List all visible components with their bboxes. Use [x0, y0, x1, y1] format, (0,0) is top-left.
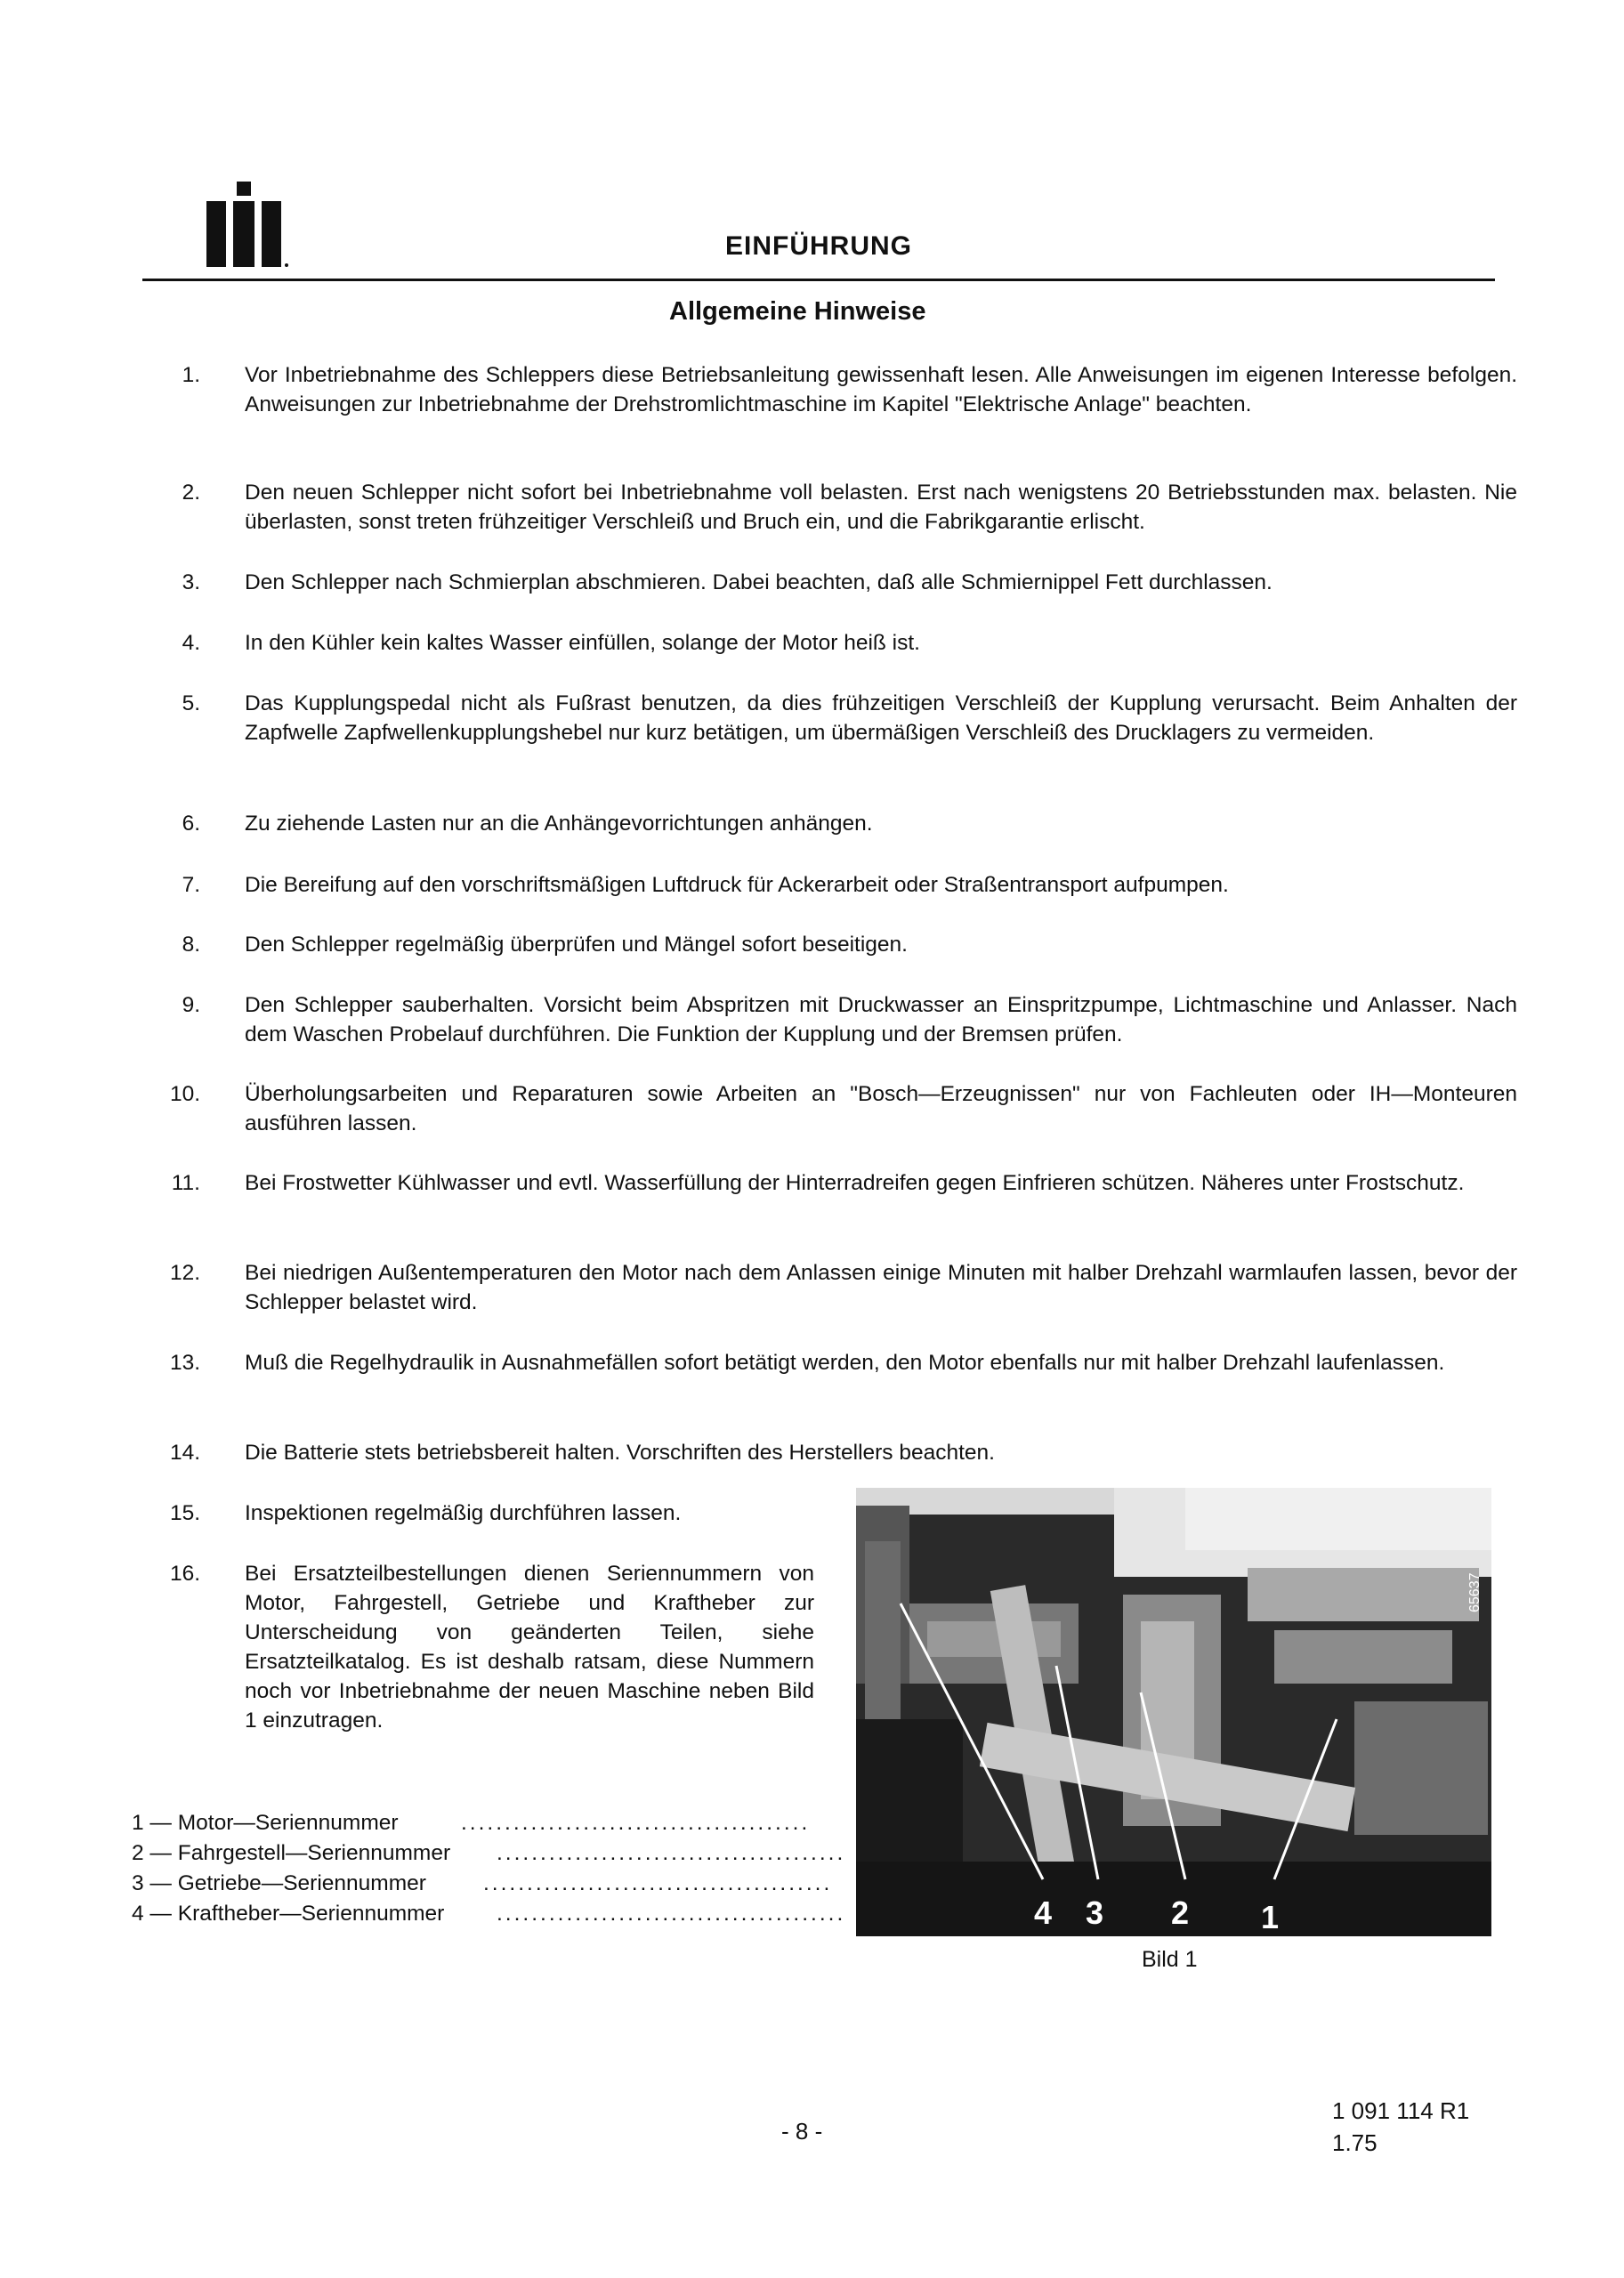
list-item	[133, 1168, 1517, 1198]
document-date: 1.75	[1332, 2129, 1378, 2156]
serial-row	[132, 1869, 833, 1899]
serial-row	[132, 1899, 846, 1929]
header-divider	[142, 279, 1495, 281]
serial-label: 1 — Motor—Seriennummer	[132, 1811, 399, 1835]
item-number: 15.	[169, 1501, 200, 1525]
item-number: 9.	[182, 993, 200, 1017]
list-item	[133, 689, 1517, 747]
list-item	[133, 628, 1517, 658]
item-number: 1.	[182, 363, 200, 387]
item-text: Überholungsarbeiten und Reparaturen sowie Arbeiten an "Bosch—Erzeugnissen" nur von Fachleuten oder IH—Monteuren ausführen lassen.	[245, 1082, 1517, 1135]
list-item	[133, 990, 1517, 1049]
list-item	[133, 360, 1517, 419]
item-number: 14.	[169, 1441, 200, 1465]
serial-label: 3 — Getriebe—Seriennummer	[132, 1871, 426, 1895]
serial-fill-line: ........................................	[497, 1841, 846, 1865]
list-item	[133, 1348, 1517, 1377]
item-number: 16.	[169, 1562, 200, 1586]
list-item	[133, 1438, 1517, 1467]
item-number: 4.	[182, 631, 200, 655]
item-text: Die Bereifung auf den vorschriftsmäßigen Luftdruck für Ackerarbeit oder Straßentransport aufpumpen.	[245, 873, 1229, 897]
item-number: 6.	[182, 812, 200, 836]
callout-label: 4	[1034, 1894, 1053, 1931]
item-number: 12.	[169, 1261, 200, 1285]
serial-row	[132, 1838, 846, 1869]
list-item	[133, 1559, 814, 1735]
item-text: Zu ziehende Lasten nur an die Anhängevorrichtungen anhängen.	[245, 812, 873, 836]
tractor-photo	[856, 1488, 1491, 1936]
page-number: - 8 -	[781, 2118, 823, 2145]
serial-label: 2 — Fahrgestell—Seriennummer	[132, 1841, 451, 1865]
item-number: 11.	[171, 1171, 200, 1195]
page-title: EINFÜHRUNG	[725, 231, 912, 261]
item-text: Bei Ersatzteilbestellungen dienen Seriennummern von Motor, Fahrgestell, Getriebe und Kraftheber zur Unterscheidung von geänderten Teilen, siehe Ersatzteilkatalog. Es ist deshalb ratsam, diese Nummern noch vor Inbetriebnahme der neuen Maschine neben Bild 1 einzutragen.	[245, 1562, 814, 1733]
document-number: 1 091 114 R1	[1332, 2097, 1470, 2124]
list-item	[133, 1498, 814, 1528]
photo-code: 65637	[1467, 1572, 1483, 1612]
serial-fill-line: ........................................	[461, 1811, 811, 1835]
item-text: In den Kühler kein kaltes Wasser einfüllen, solange der Motor heiß ist.	[245, 631, 920, 655]
list-item	[133, 809, 1517, 838]
item-text: Bei Frostwetter Kühlwasser und evtl. Wasserfüllung der Hinterradreifen gegen Einfrieren schützen. Näheres unter Frostschutz.	[245, 1171, 1465, 1195]
list-item	[133, 1258, 1517, 1317]
list-item	[133, 1079, 1517, 1138]
list-item	[133, 478, 1517, 537]
item-text: Das Kupplungspedal nicht als Fußrast benutzen, da dies frühzeitigen Verschleiß der Kupplung verursacht. Beim Anhalten der Zapfwelle Zapfwellenkupplungshebel nur kurz betätigen, um übermäßigen Verschleiß des Drucklagers zu vermeiden.	[245, 691, 1517, 745]
document-meta	[1332, 2095, 1469, 2159]
item-text: Die Batterie stets betriebsbereit halten. Vorschriften des Herstellers beachten.	[245, 1441, 995, 1465]
serial-fill-line: ........................................	[497, 1902, 846, 1926]
item-text: Bei niedrigen Außentemperaturen den Motor nach dem Anlassen einige Minuten mit halber Drehzahl warmlaufen lassen, bevor der Schlepper belastet wird.	[245, 1261, 1517, 1314]
item-text: Muß die Regelhydraulik in Ausnahmefällen sofort betätigt werden, den Motor ebenfalls nur mit halber Drehzahl laufenlassen.	[245, 1351, 1445, 1375]
item-number: 10.	[169, 1082, 200, 1106]
serial-row	[132, 1808, 811, 1838]
item-number: 7.	[182, 873, 200, 897]
callout-label: 1	[1261, 1899, 1280, 1935]
ih-logo	[203, 180, 292, 269]
item-number: 3.	[182, 570, 200, 594]
item-text: Den Schlepper regelmäßig überprüfen und Mängel sofort beseitigen.	[245, 933, 908, 957]
serial-label: 4 — Kraftheber—Seriennummer	[132, 1902, 445, 1926]
item-number: 13.	[169, 1351, 200, 1375]
callout-label: 2	[1171, 1894, 1190, 1931]
list-item	[133, 930, 1517, 959]
item-number: 8.	[182, 933, 200, 957]
figure-caption: Bild 1	[1142, 1947, 1198, 1972]
item-text: Den Schlepper sauberhalten. Vorsicht beim Abspritzen mit Druckwasser an Einspritzpumpe, Lichtmaschine und Anlasser. Nach dem Waschen Probelauf durchführen. Die Funktion der Kupplung und der Bremsen prüfen.	[245, 993, 1517, 1046]
item-number: 5.	[182, 691, 200, 715]
list-item	[133, 568, 1517, 597]
item-text: Inspektionen regelmäßig durchführen lassen.	[245, 1501, 682, 1525]
serial-number-list	[132, 1808, 846, 1929]
item-text: Vor Inbetriebnahme des Schleppers diese Betriebsanleitung gewissenhaft lesen. Alle Anweisungen im eigenen Interesse befolgen. Anweisungen zur Inbetriebnahme der Drehstromlichtmaschine im Kapitel "Elektrische Anlage" beachten.	[245, 363, 1517, 416]
section-title: Allgemeine Hinweise	[669, 297, 926, 326]
serial-fill-line: ........................................	[483, 1871, 833, 1895]
item-text: Den Schlepper nach Schmierplan abschmieren. Dabei beachten, daß alle Schmiernippel Fett durchlassen.	[245, 570, 1273, 594]
item-number: 2.	[182, 481, 200, 505]
callout-label: 3	[1086, 1894, 1104, 1931]
item-text: Den neuen Schlepper nicht sofort bei Inbetriebnahme voll belasten. Erst nach wenigstens 20 Betriebsstunden max. belasten. Nie überlasten, sonst treten frühzeitiger Verschleiß und Bruch ein, und die Fabrikgarantie erlischt.	[245, 481, 1517, 534]
list-item	[133, 870, 1517, 900]
